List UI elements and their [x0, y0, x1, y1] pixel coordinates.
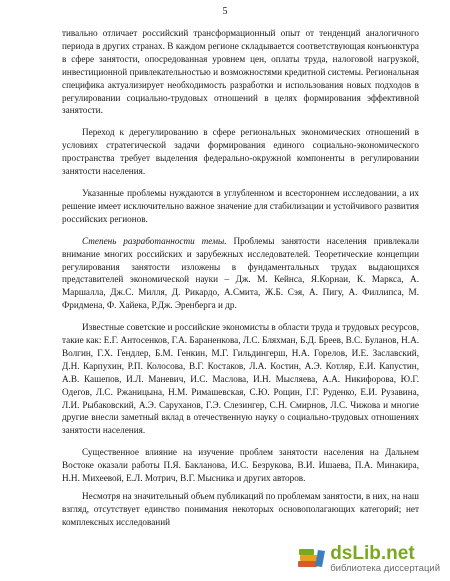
degree-text: Проблемы занятости населения привлекали внимание многих российских и зарубежных исследователей. Теоретические концепции регулирования занятости изложены в фундаментальных трудах выдающихся представителей экономической науки – Дж. М. Кейнса, Я.Корнаи, К. Маркса, А. Маршалла, Дж.С. Милля, Д. Рикардо, А.Смита, Ж.Б. Сэя, А. Пигу, А. Филлипса, М. Фридмена, Ф. Хайека, Р.Дж. Эренберга и др. — [62, 235, 419, 311]
dslib-watermark — [295, 542, 444, 576]
paragraph-regional-specifics: тивально отличает российский трансформационный опыт от тенденций аналогичного периода в других странах. В каждом регионе складывается соответствующая конъюнктура в сфере занятости, опосредованная уровнем цен, оплаты труда, налоговой нагрузкой, инвестиционной привлекательностью и возможностями кредитной системы. Региональная специфика актуализирует необходимость разработки и использования новых подходов в регулировании социально-трудовых отношений в целях формирования эффективной занятости. — [62, 28, 419, 116]
degree-lead: Степень разработанности темы. — [82, 235, 227, 246]
paragraph-soviet-economists: Известные советские и российские экономисты в области труда и трудовых ресурсов, такие как: Е.Г. Антосенков, Г.А. Бараненкова, Л.С. Бляхман, Б.Д. Бреев, В.С. Буланов, Н.А. Волгин, Г.Х. Гендлер, Б.М. Генкин, М.Г. Гильдингерш, Н.А. Горелов, И.Е. Заславский, Д.Н. Карпухин, Р.П. Колосова, В.Г. Костаков, Л.А. Костин, А.Э. Котляр, Е.И. Капустин, А.В. Кашепов, И.Л. Маневич, И.С. Маслова, И.Н. Мысляева, А.А. Никифорова, Ю.Г. Одегов, Л.С. Ржаницына, Н.М. Римашевская, С.Ю. Рощин, Г.Г. Руденко, Е.И. Рузавина, Л.И. Рыбаковский, А.Э. Саруханов, Г.Э. Слезингер, С.Н. Смирнов, Л.С. Чижова и многие другие внесли заметный вклад в отечественную науку о социально-трудовых отношениях занятости населения. — [62, 322, 419, 436]
paragraph-despite: Несмотря на значительный объем публикаций по проблемам занятости, в них, на наш взгляд, отсутствует единство понимания некоторых основополагающих категорий; нет комплексных исследований — [62, 491, 419, 527]
watermark-subtitle: библиотека диссертаций — [330, 562, 440, 574]
paragraph-far-east: Существенное влияние на изучение проблем занятости населения на Дальнем Востоке оказали работы П.Я. Бакланова, И.С. Безрукова, В.И. Ишаева, П.А. Минакира, Н.Н. Михеевой, Е.Л. Мотрич, В.Г. Мысника и других авторов. — [62, 447, 419, 484]
document-body — [62, 27, 419, 529]
book-stack-icon — [297, 546, 327, 570]
page-number: 5 — [222, 6, 228, 17]
watermark-brand: dsLib.net — [330, 542, 415, 564]
paragraph-deregulation: Переход к дерегулированию в сфере региональных экономических отношений в условиях стратегической задачи формирования единого социально-экономического пространства требует выделения федерально-окружной компоненты в регулировании занятости населения. — [62, 127, 419, 177]
paragraph-degree-of-development — [62, 235, 419, 312]
paragraph-problems: Указанные проблемы нуждаются в углубленном и всестороннем исследовании, а их решение имеет исключительно важное значение для стабилизации и устойчивого развития российских регионов. — [62, 187, 419, 224]
